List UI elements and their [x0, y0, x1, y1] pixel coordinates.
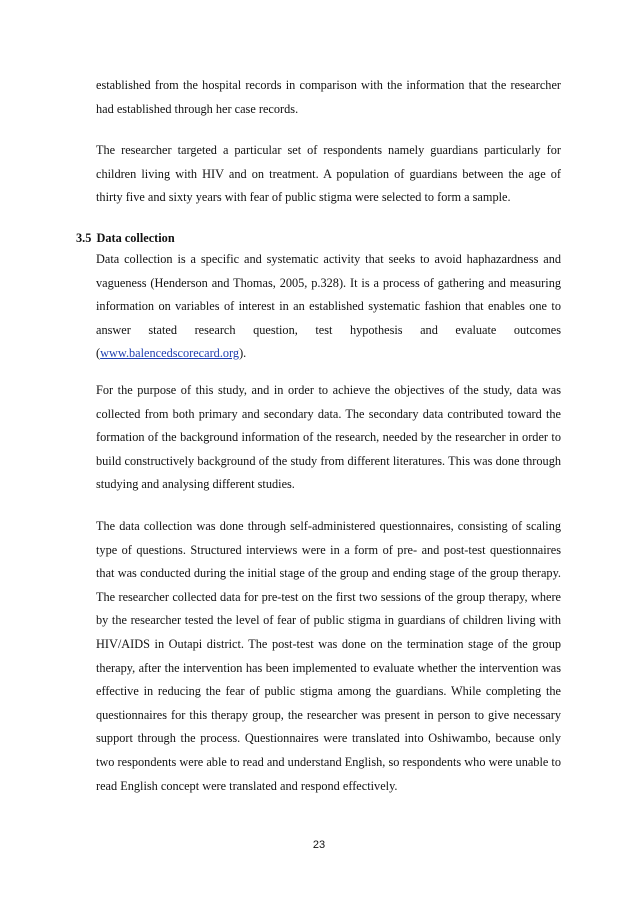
section-title: Data collection [96, 231, 175, 245]
paragraph-data-collection-definition [96, 248, 561, 366]
paragraph-case-records: established from the hospital records in comparison with the information that the researcher had established through her case records. [96, 78, 561, 116]
section-heading [76, 228, 175, 248]
page-number: 23 [312, 839, 326, 851]
definition-text-end: ). [239, 346, 247, 361]
section-number: 3.5 [76, 231, 92, 245]
paragraph-questionnaires: The data collection was done through self-administered questionnaires, consisting of scaling type of questions. Structured interviews were in a form of pre- and post-test questionnaires that was conducted during the initial stage of the group and ending stage of the group therapy. The researcher collected data for pre-test on the first two sessions of the group therapy, where by the researcher tested the level of fear of public stigma in guardians of children living with HIV/AIDS in Outapi district. The post-test was done on the termination stage of the group therapy, after the intervention has been implemented to evaluate whether the intervention was effective in reducing the fear of public stigma among the guardians. While completing the questionnaires for this therapy group, the researcher was present in person to give necessary support through the process. Questionnaires were translated into Oshiwambo, because only two respondents were able to read and understand English, so respondents who were unable to read English concept were translated and respond effectively. [96, 519, 561, 793]
reference-link[interactable]: www.balencedscorecard.org [100, 346, 240, 361]
paragraph-study-purpose: For the purpose of this study, and in order to achieve the objectives of the study, data was collected from both primary and secondary data. The secondary data contributed toward the formation of the background information of the research, needed by the researcher in order to build constructively background of the study from different literatures. This was done through studying and analysing different studies. [96, 383, 561, 492]
paragraph-respondents: The researcher targeted a particular set of respondents namely guardians particularly for children living with HIV and on treatment. A population of guardians between the age of thirty five and sixty years with fear of public stigma were selected to form a sample. [96, 143, 561, 205]
definition-text: Data collection is a specific and systematic activity that seeks to avoid haphazardness and vagueness (Henderson and Thomas, 2005, p.328). It is a process of gathering and measuring information on variables of interest in an established systematic fashion that enables one to answer stated research question, test hypothesis and evaluate outcomes ( [96, 252, 561, 361]
